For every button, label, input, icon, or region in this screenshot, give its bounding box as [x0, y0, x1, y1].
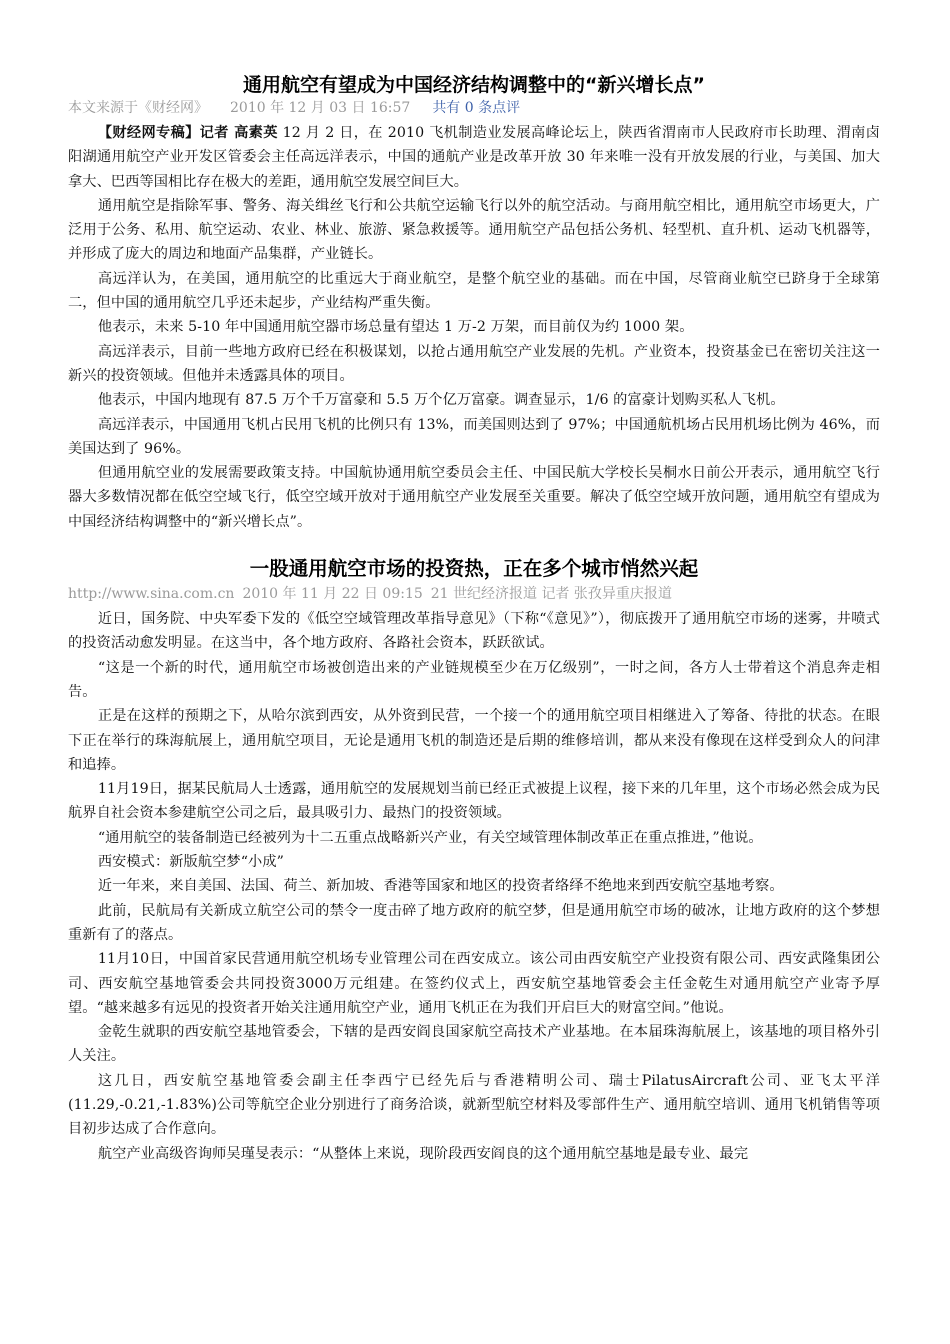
article2-subheading: 西安模式：新版航空梦“小成”	[97, 854, 284, 871]
article1-comment-count[interactable]: 共有 0 条点评	[432, 100, 521, 116]
article2-meta	[68, 584, 880, 604]
article1-paragraph: 高远洋认为，在美国，通用航空的比重远大于商业航空，是整个航空业的基础。而在中国，尽管商业航空已跻身于全球第二，但中国的通用航空几乎还未起步，产业结构严重失衡。	[68, 270, 880, 312]
article2-paragraph: 近一年来，来自美国、法国、荷兰、新加坡、香港等国家和地区的投资者络绎不绝地来到西安航空基地考察。	[97, 878, 784, 895]
article1-source: 本文来源于《财经网》	[68, 100, 208, 116]
article1-meta	[68, 98, 880, 118]
article1-paragraph: 通用航空是指除军事、警务、海关缉丝飞行和公共航空运输飞行以外的航空活动。与商用航空相比，通用航空市场更大，广泛用于公务、私用、航空运动、农业、林业、旅游、紧急救援等。通用航空产品包括公务机、轻型机、直升机、运动飞机器等，并形成了庞大的周边和地面产品集群，产业链长。	[68, 197, 880, 263]
article2-paragraph: 此前，民航局有关新成立航空公司的禁令一度击碎了地方政府的航空梦，但是通用航空市场的破冰，让地方政府的这个梦想重新有了的落点。	[68, 902, 880, 943]
article2-paragraph: 11月19日，据某民航局人士透露，通用航空的发展规划当前已经正式被提上议程，接下来的几年里，这个市场必然会成为民航界自社会资本参建航空公司之后，最具吸引力、最热门的投资领域。	[68, 781, 880, 822]
article1-lead-paragraph	[68, 121, 880, 194]
document-page	[68, 72, 880, 1166]
article2-datetime: 2010 年 11 月 22 日 09:15	[242, 586, 423, 603]
article2-source-link[interactable]: http://www.sina.com.cn	[68, 586, 235, 603]
article2-paragraph: 金乾生就职的西安航空基地管委会，下辖的是西安阎良国家航空高技术产业基地。在本届珠海航展上，该基地的项目格外引人关注。	[68, 1024, 880, 1065]
article1-paragraph: 高远洋表示，目前一些地方政府已经在积极谋划，以抢占通用航空产业发展的先机。产业资本，投资基金已在密切关注这一新兴的投资领域。但他并未透露具体的项目。	[68, 343, 880, 384]
article2-paragraph: 这几日，西安航空基地管委会副主任李西宁已经先后与香港精明公司、瑞士PilatusAircraft公司、亚飞太平洋(11.29,-0.21,-1.83%)公司等航空企业分别进行了商务洽谈，就新型航空材料及零部件生产、通用航空培训、通用飞机销售等项目初步达成了合作意向。	[68, 1072, 880, 1138]
article1-lead-tag: 【财经网专稿】记者 高素英	[97, 125, 278, 141]
article2-paragraph: “这是一个新的时代，通用航空市场被创造出来的产业链规模至少在万亿级别”，一时之间，各方人士带着这个消息奔走相告。	[68, 659, 880, 700]
article2-title: 一股通用航空市场的投资热，正在多个城市悄然兴起	[249, 557, 699, 581]
article2-paragraph: “通用航空的装备制造已经被列为十二五重点战略新兴产业，有关空域管理体制改革正在重点推进，”他说。	[97, 829, 763, 846]
article2-paragraph: 航空产业高级咨询师吴瑾旻表示：“从整体上来说，现阶段西安阎良的这个通用航空基地是最专业、最完	[97, 1145, 749, 1162]
article2-byline: 21 世纪经济报道 记者 张孜异重庆报道	[430, 586, 672, 603]
article1-lead-text: 12 月 2 日，在 2010 飞机制造业发展高峰论坛上，陕西省渭南市人民政府市长助理、渭南卤阳湖通用航空产业开发区管委会主任高远洋表示，中国的通航产业是改革开放 30 年来唯一没有开放发展的行业，与美国、加大拿大、巴西等国相比存在极大的差距，通用航空发展空间巨大。	[68, 125, 880, 190]
article1-datetime: 2010 年 12 月 03 日 16:57	[230, 100, 411, 116]
article1-paragraph: 但通用航空业的发展需要政策支持。中国航协通用航空委员会主任、中国民航大学校长吴桐水日前公开表示，通用航空飞行器大多数情况都在低空空域飞行，低空空域开放对于通用航空产业发展至关重要。解决了低空空域开放问题，通用航空有望成为中国经济结构调整中的“新兴增长点”。	[68, 465, 880, 530]
article2-paragraph: 近日，国务院、中央军委下发的《低空空域管理改革指导意见》（下称“《意见》”），彻底拨开了通用航空市场的迷雾，井喷式的投资活动愈发明显。在这当中，各个地方政府、各路社会资本，跃跃欲试。	[68, 611, 880, 652]
article1-paragraph: 高远洋表示，中国通用飞机占民用飞机的比例只有 13%，而美国则达到了 97%；中国通航机场占民用机场比例为 46%，而美国达到了 96%。	[68, 416, 880, 457]
article1-paragraph: 他表示，未来 5-10 年中国通用航空器市场总量有望达 1 万-2 万架，而目前仅为约 1000 架。	[97, 319, 694, 336]
article2-paragraph: 11月10日，中国首家民营通用航空机场专业管理公司在西安成立。该公司由西安航空产业投资有限公司、西安武隆集团公司、西安航空基地管委会共同投资3000万元组建。在签约仪式上，西安航空基地管委会主任金乾生对通用航空产业寄予厚望。“越来越多有远见的投资者开始关注通用航空产业，通用飞机正在为我们开启巨大的财富空间。”他说。	[68, 951, 880, 1016]
article2-paragraph: 正是在这样的预期之下，从哈尔滨到西安，从外资到民营，一个接一个的通用航空项目相继进入了筹备、待批的状态。在眼下正在举行的珠海航展上，通用航空项目，无论是通用飞机的制造还是后期的维修培训，都从来没有像现在这样受到众人的问津和追捧。	[68, 708, 880, 773]
article1-title: 通用航空有望成为中国经济结构调整中的“新兴增长点”	[243, 74, 705, 96]
article1-paragraph: 他表示，中国内地现有 87.5 万个千万富豪和 5.5 万个亿万富豪。调查显示，1/6 的富豪计划购买私人飞机。	[97, 392, 785, 409]
